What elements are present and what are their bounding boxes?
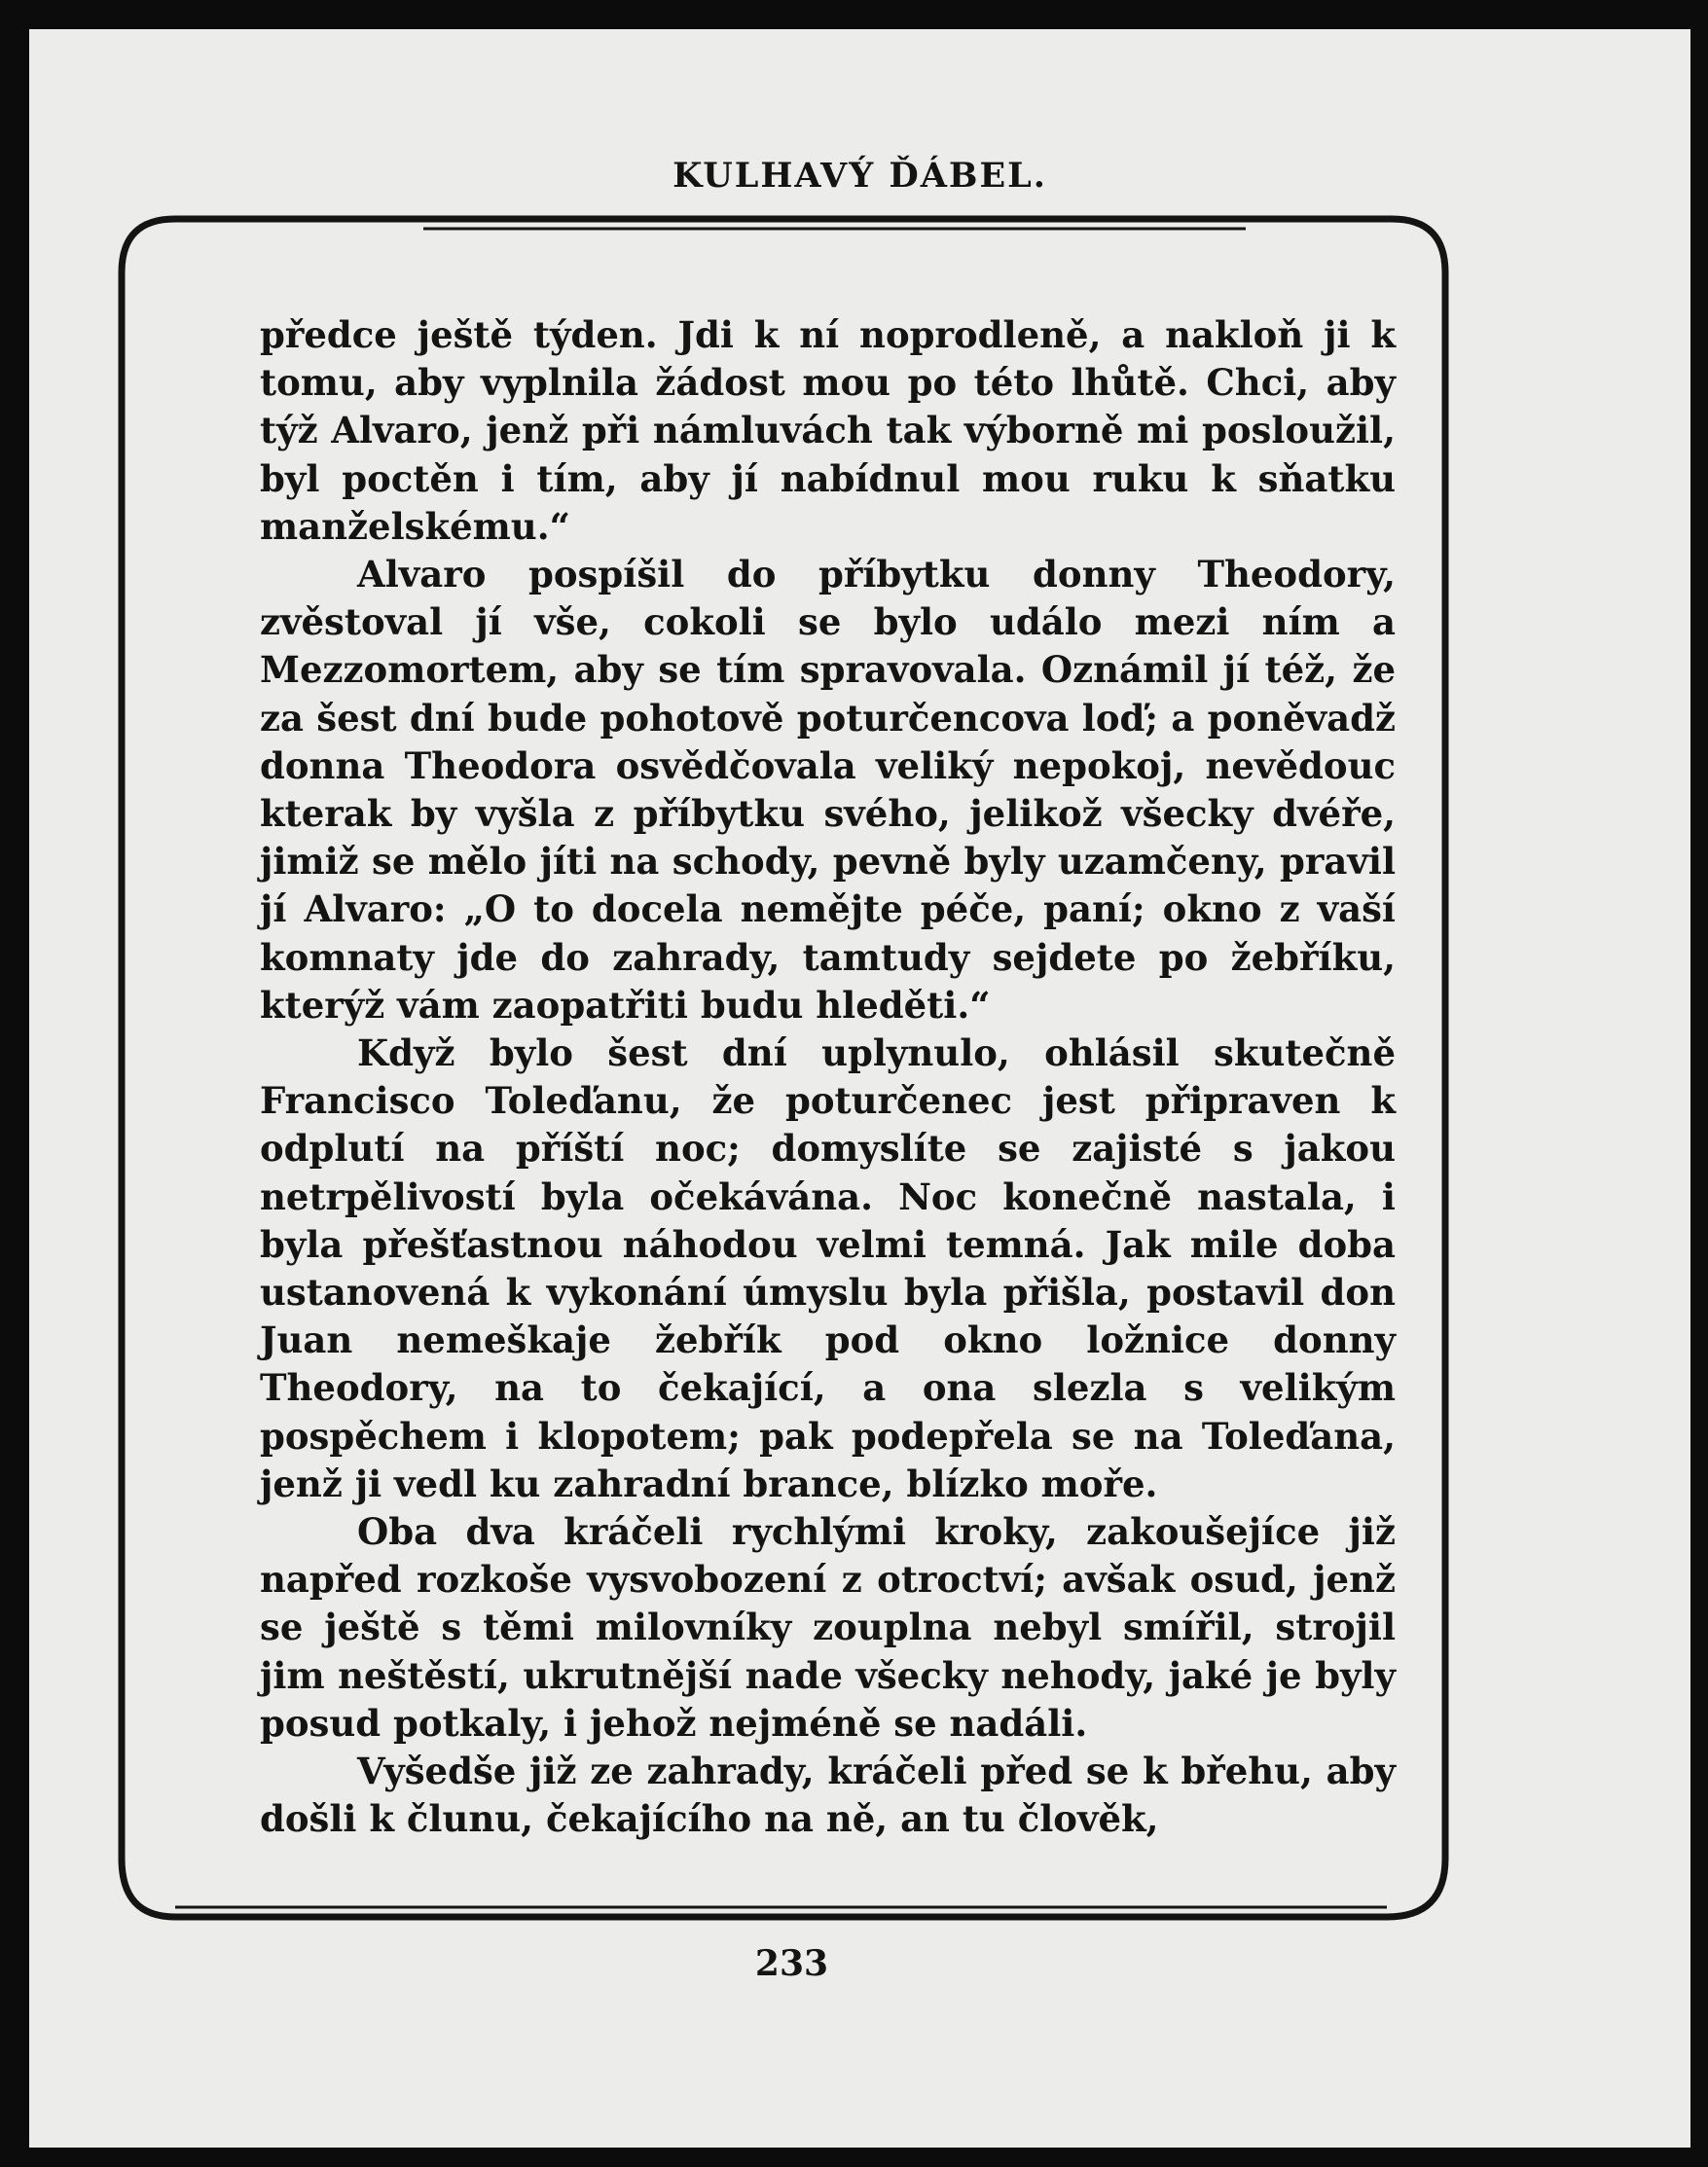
page-number [0, 1943, 1622, 1984]
paragraph: Oba dva kráčeli rychlými kroky, zakoušejíce již napřed rozkoše vysvobození z otroctví; avšak osud, jenž se ještě s těmi milovníky zouplna nebyl smířil, strojil jim neštěstí, ukrutnější nade všecky nehody, jaké je byly posud potkaly, i jehož nejméně se nadáli. [260, 1510, 1396, 1745]
scan-border-right [1690, 0, 1708, 2167]
scan-border-top [0, 0, 1708, 29]
paragraph: předce ještě týden. Jdi k ní noprodleně, a nakloň ji k tomu, aby vyplnila žádost mou po této lhůtě. Chci, aby týž Alvaro, jenž při námluvách tak výborně mi posloužil, byl poctěn i tím, aby jí nabídnul mou ruku k sňatku manželskému.“ [260, 313, 1396, 548]
paragraph: Když bylo šest dní uplynulo, ohlásil skutečně Francisco Toleďanu, že poturčenec jest připraven k odplutí na příští noc; domyslíte se zajisté s jakou netrpělivostí byla očekávána. Noc konečně nastala, i byla přešťastnou náhodou velmi temná. Jak mile doba ustanovená k vykonání úmyslu byla přišla, postavil don Juan nemeškaje žebřík pod okno ložnice donny Theodory, na to čekající, a ona slezla s velikým pospěchem i klopotem; pak podepřela se na Toleďana, jenž ji vedl ku zahradní brance, blízko moře. [260, 1031, 1396, 1505]
scan-border-left [0, 0, 29, 2167]
page-number-text: 233 [742, 1943, 842, 1984]
running-header: KULHAVÝ ĎÁBEL. [672, 156, 1047, 196]
paragraph: Vyšedše již ze zahrady, kráčeli před se k břehu, aby došli k člunu, čekajícího na ně, an tu člověk, [260, 1750, 1396, 1841]
paragraph: Alvaro pospíšil do příbytku donny Theodory, zvěstoval jí vše, cokoli se bylo událo mezi ním a Mezzomortem, aby se tím spravovala. Oznámil jí též, že za šest dní bude pohotově poturčencova loď; a poněvadž donna Theodora osvědčovala veliký nepokoj, nevědouc kterak by vyšla z příbytku svého, jelikož všecky dvéře, jimiž se mělo jíti na schody, pevně byly uzamčeny, pravil jí Alvaro: „O to docela nemějte péče, paní; okno z vaší komnaty jde do zahrady, tamtudy sejdete po žebříku, kterýž vám zaopatřiti budu hleděti.“ [260, 553, 1396, 1027]
book-page [29, 29, 1690, 2148]
text-body [260, 311, 1396, 1844]
scan-border-bottom [0, 2148, 1708, 2167]
